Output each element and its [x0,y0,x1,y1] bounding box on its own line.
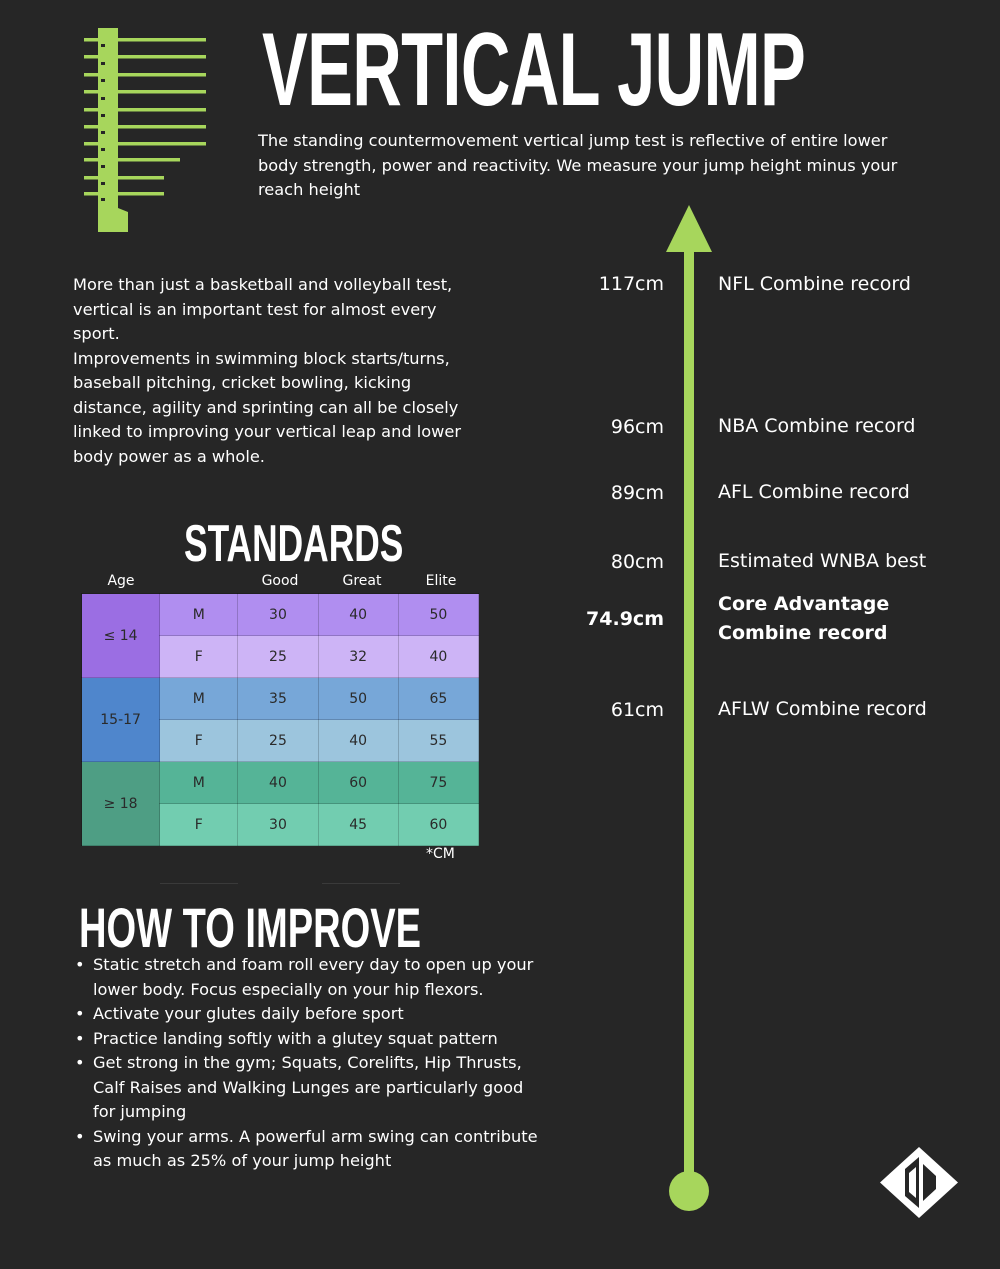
sex-cell: F [160,636,238,678]
record-value: 61cm [610,699,664,721]
elite-cell: 75 [398,762,478,804]
good-cell: 25 [238,720,318,762]
record-label: AFL Combine record [718,481,910,503]
sex-cell: M [160,762,238,804]
sex-cell: M [160,678,238,720]
header-good: Good [261,573,299,589]
intro-paragraph-1: More than just a basketball and volleyball test, vertical is an important test for almost every sport. [73,275,453,343]
arrow-up-icon [660,200,720,1220]
record-label-line: Combine record [718,622,888,644]
list-item: • Get strong in the gym; Squats, Corelifts, Hip Thrusts, Calf Raises and Walking Lunges are particularly good for jumping [75,1051,545,1125]
sex-cell: M [160,594,238,636]
good-cell: 30 [238,594,318,636]
record-label: NFL Combine record [718,273,911,295]
record-value: 89cm [610,482,664,504]
list-item: • Activate your glutes daily before sport [75,1002,545,1027]
elite-cell: 65 [398,678,478,720]
age-group-cell: ≥ 18 [82,762,160,846]
record-label: Estimated WNBA best [718,550,927,572]
standards-table [81,593,479,846]
header-age: Age [107,573,135,589]
age-group-cell: ≤ 14 [82,594,160,678]
great-cell: 50 [318,678,398,720]
page-subtitle: The standing countermovement vertical jump test is reflective of entire lower body strength, power and reactivity. We measure your jump height minus your reach height [258,131,898,199]
divider [322,883,400,884]
intro-paragraph-2: Improvements in swimming block starts/turns, baseball pitching, cricket bowling, kicking distance, agility and sprinting can all be closely linked to improving your vertical leap and lower body power as a whole. [73,348,462,466]
great-cell: 32 [318,636,398,678]
header-great: Great [342,573,382,589]
list-item: • Practice landing softly with a glutey squat pattern [75,1027,545,1052]
good-cell: 35 [238,678,318,720]
elite-cell: 55 [398,720,478,762]
sex-cell: F [160,720,238,762]
divider [160,883,238,884]
page-title: VERTICAL JUMP [262,12,806,128]
record-value-highlight: 74.9cm [586,608,664,630]
elite-cell: 50 [398,594,478,636]
record-value: 80cm [610,551,664,573]
good-cell: 40 [238,762,318,804]
improve-list [75,953,545,1174]
good-cell: 30 [238,804,318,846]
list-item: • Static stretch and foam roll every day to open up your lower body. Focus especially on your hip flexors. [75,953,545,1002]
record-label: AFLW Combine record [718,698,927,720]
great-cell: 45 [318,804,398,846]
unit-note: *CM [426,846,455,862]
table-row [82,678,479,720]
elite-cell: 40 [398,636,478,678]
table-row [82,762,479,804]
age-group-cell: 15-17 [82,678,160,762]
record-value: 96cm [610,416,664,438]
record-label: NBA Combine record [718,415,916,437]
great-cell: 60 [318,762,398,804]
good-cell: 25 [238,636,318,678]
great-cell: 40 [318,594,398,636]
record-label-highlight [718,590,889,648]
table-row [82,594,479,636]
improve-title: HOW TO IMPROVE [79,896,422,959]
great-cell: 40 [318,720,398,762]
intro-text [73,273,473,469]
ruler-logo-icon [80,28,220,236]
record-value: 117cm [598,273,664,295]
brand-logo-icon [878,1145,960,1220]
record-label-line: Core Advantage [718,593,890,615]
list-item: • Swing your arms. A powerful arm swing can contribute as much as 25% of your jump height [75,1125,545,1174]
standards-title: STANDARDS [184,515,404,573]
elite-cell: 60 [398,804,478,846]
header-elite: Elite [425,573,457,589]
sex-cell: F [160,804,238,846]
